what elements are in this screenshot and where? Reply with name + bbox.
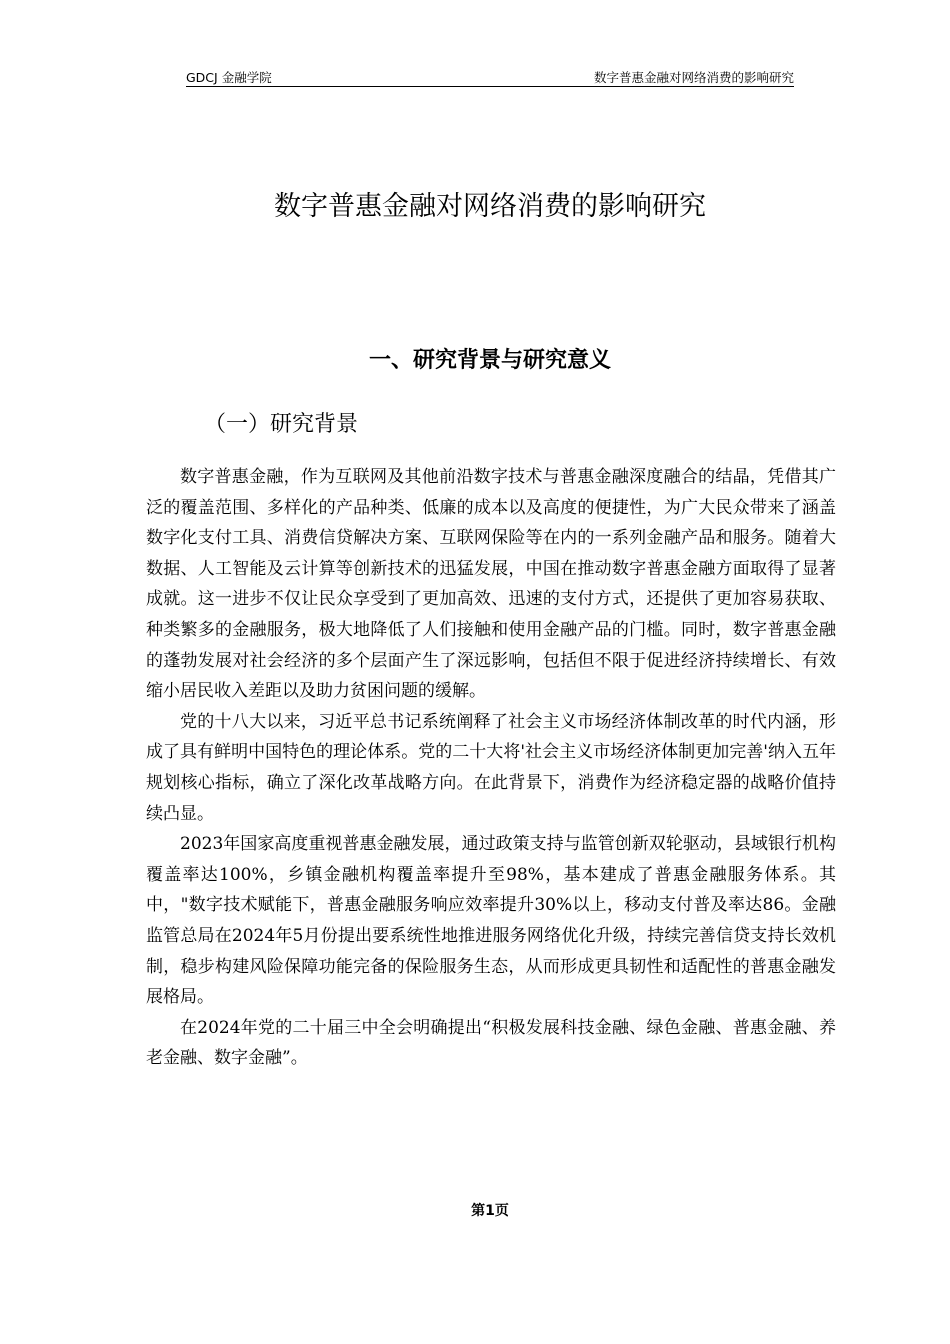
page-number: 第1页 [471,1203,509,1219]
paragraph: 数字普惠金融，作为互联网及其他前沿数字技术与普惠金融深度融合的结晶，凭借其广泛的覆盖范围、多样化的产品种类、低廉的成本以及高度的便捷性，为广大民众带来了涵盖数字化支付工具、消费信贷解决方案、互联网保险等在内的一系列金融产品和服务。随着大数据、人工智能及云计算等创新技术的迅猛发展，中国在推动数字普惠金融方面取得了显著成就。这一进步不仅让民众享受到了更加高效、迅速的支付方式，还提供了更加容易获取、种类繁多的金融服务，极大地降低了人们接触和使用金融产品的门槛。同时，数字普惠金融的蓬勃发展对社会经济的多个层面产生了深远影响，包括但不限于促进经济持续增长、有效缩小居民收入差距以及助力贫困问题的缓解。 [146,467,836,702]
header-right: 数字普惠金融对网络消费的影响研究 [593,70,794,85]
paragraph: 2023年国家高度重视普惠金融发展，通过政策支持与监管创新双轮驱动，县域银行机构覆盖率达100%，乡镇金融机构覆盖率提升至98%，基本建成了普惠金融服务体系。其中，"数字技术赋能下，普惠金融服务响应效率提升30%以上，移动支付普及率达86。金融监管总局在2024年5月份提出要系统性地推进服务网络优化升级，持续完善信贷支持长效机制，稳步构建风险保障功能完备的保险服务生态，从而形成更具韧性和适配性的普惠金融发展格局。 [146,834,836,1008]
body-text [146,462,836,1074]
section-heading: 一、研究背景与研究意义 [368,348,611,373]
paragraph: 在2024年党的二十届三中全会明确提出“积极发展科技金融、绿色金融、普惠金融、养老金融、数字金融”。 [146,1017,836,1069]
document-title: 数字普惠金融对网络消费的影响研究 [274,191,706,222]
page-header [186,68,794,87]
paragraph: 党的十八大以来，习近平总书记系统阐释了社会主义市场经济体制改革的时代内涵，形成了具有鲜明中国特色的理论体系。党的二十大将'社会主义市场经济体制更加完善'纳入五年规划核心指标，确立了深化改革战略方向。在此背景下，消费作为经济稳定器的战略价值持续凸显。 [146,711,836,824]
subsection-heading: （一）研究背景 [204,412,359,437]
header-left: GDCJ 金融学院 [186,70,272,85]
